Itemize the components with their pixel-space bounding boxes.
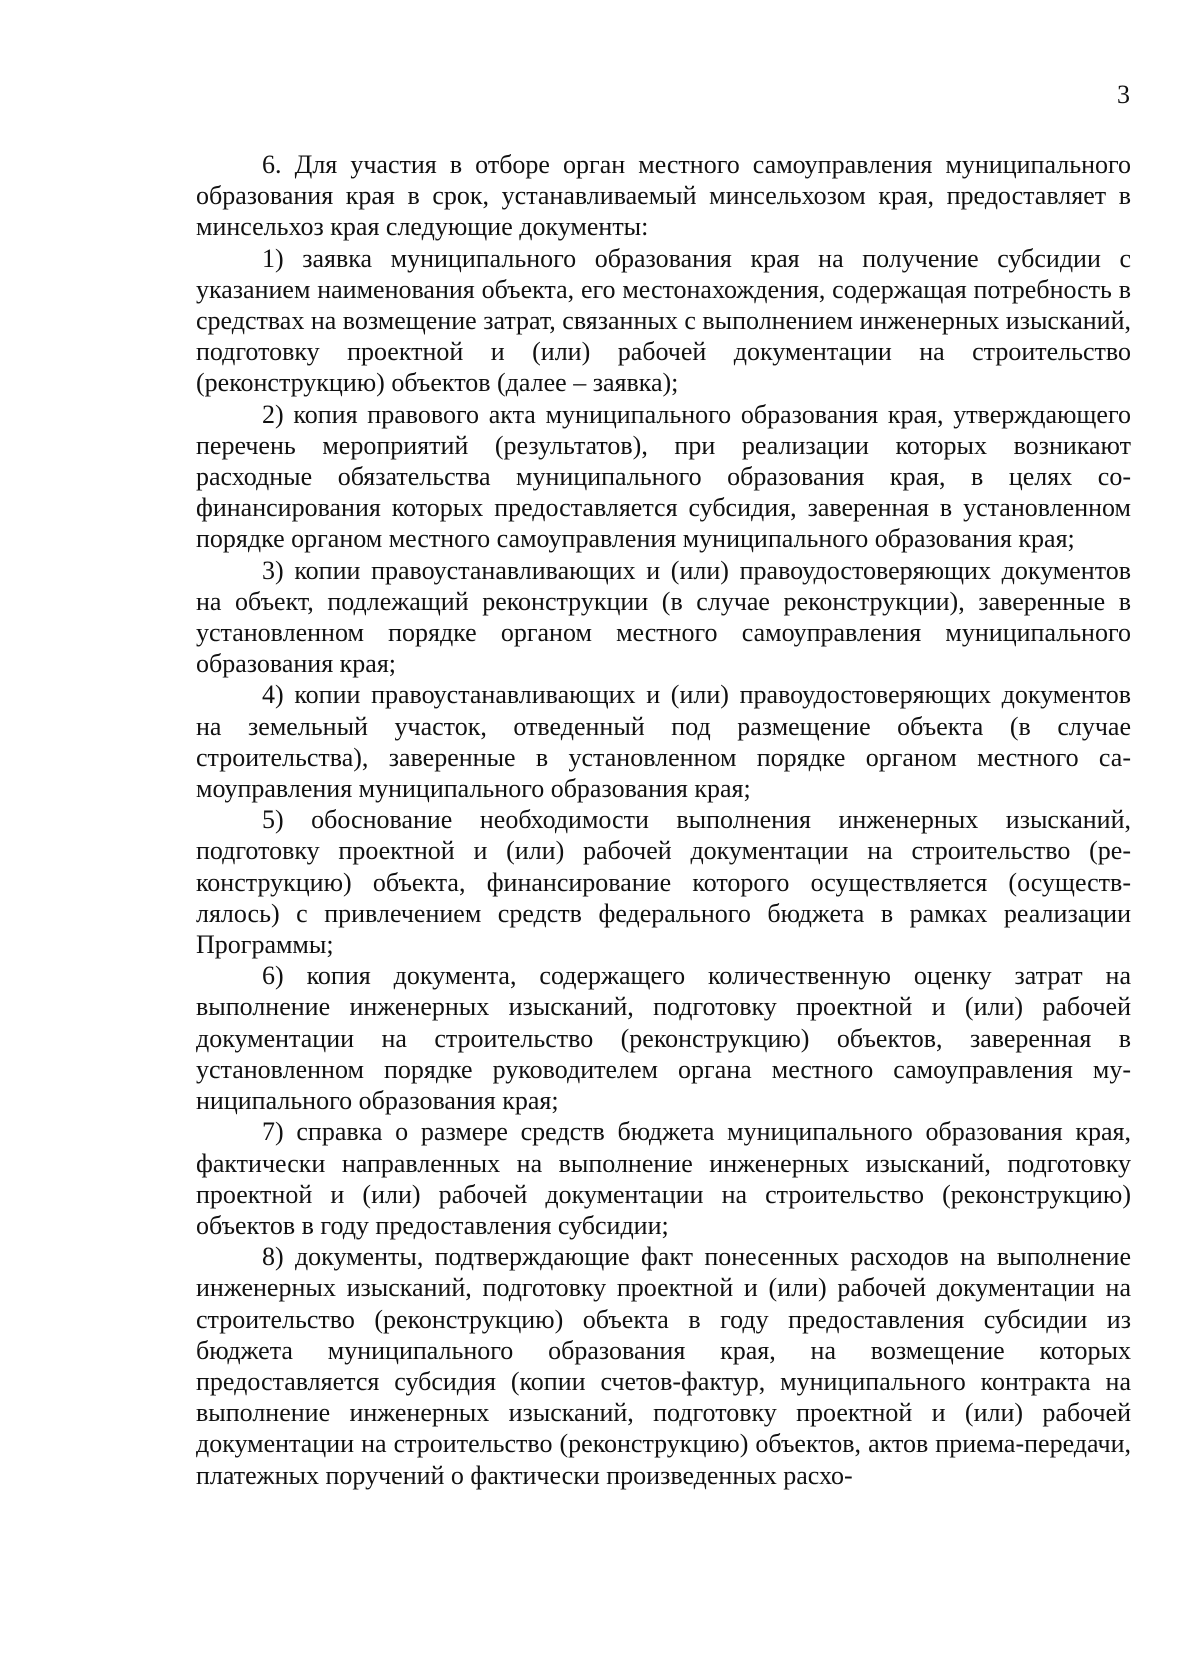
paragraph-item-5: 5) обоснование необходимости выполнения инженерных изысканий, подготовку проектной и (или) рабочей документации на строительство (реконструкцию) объекта, финансирование которого осуществляется (осуществлялось) с привлечением средств федерального бюджета в рамках реализации Программы; <box>196 805 1131 960</box>
paragraph-item-1: 1) заявка муниципального образования края на получение субсидии с указанием наименования объекта, его местонахождения, содержащая потребность в средствах на возмещение затрат, связанных с выполнением инженерных изысканий, подготовку проектной и (или) рабочей документации на строительство (реконструкцию) объектов (далее – заявка); <box>196 243 1131 398</box>
paragraph-item-2: 2) копия правового акта муниципального образования края, утверждающего перечень мероприятий (результатов), при реализации которых возникают расходные обязательства муниципального образования края, в целях софинансирования которых предоставляется субсидия, заверенная в установленном порядке органом местного самоуправления муниципального образования края; <box>196 399 1131 554</box>
paragraph-item-4: 4) копии правоустанавливающих и (или) правоудостоверяющих документов на земельный участок, отведенный под размещение объекта (в случае строительства), заверенные в установленном порядке органом местного самоуправления муниципального образования края; <box>196 680 1131 804</box>
paragraph-item-3: 3) копии правоустанавливающих и (или) правоудостоверяющих документов на объект, подлежащий реконструкции (в случае реконструкции), заверенные в установленном порядке органом местного самоуправления муниципального образования края; <box>196 555 1131 679</box>
paragraph-item-6: 6) копия документа, содержащего количественную оценку затрат на выполнение инженерных изысканий, подготовку проектной и (или) рабочей документации на строительство (реконструкцию) объектов, заверенная в установленном порядке руководителем органа местного самоуправления муниципального образования края; <box>196 961 1131 1116</box>
paragraph-item-7: 7) справка о размере средств бюджета муниципального образования края, фактически направленных на выполнение инженерных изысканий, подготовку проектной и (или) рабочей документации на строительство (реконструкцию) объектов в году предоставления субсидии; <box>196 1117 1131 1240</box>
paragraph-clause-6: 6. Для участия в отборе орган местного самоуправления муниципального образования края в срок, устанавливаемый минсельхозом края, предоставляет в минсельхоз края следующие документы: <box>196 150 1131 242</box>
paragraph-item-8: 8) документы, подтверждающие факт понесенных расходов на выполнение инженерных изысканий, подготовку проектной и (или) рабочей документации на строительство (реконструкцию) объекта в году предоставления субсидии из бюджета муниципального образования края, на возмещение которых предоставляется субсидия (копии счетов-фактур, муниципального контракта на выполнение инженерных изысканий, подготовку проектной и (или) рабочей документации на строительство (реконструкцию) объектов, актов приема-передачи, платежных поручений о фактически произведенных расхо- <box>196 1242 1131 1490</box>
document-body <box>196 149 1131 1491</box>
page-number: 3 <box>1117 80 1130 109</box>
